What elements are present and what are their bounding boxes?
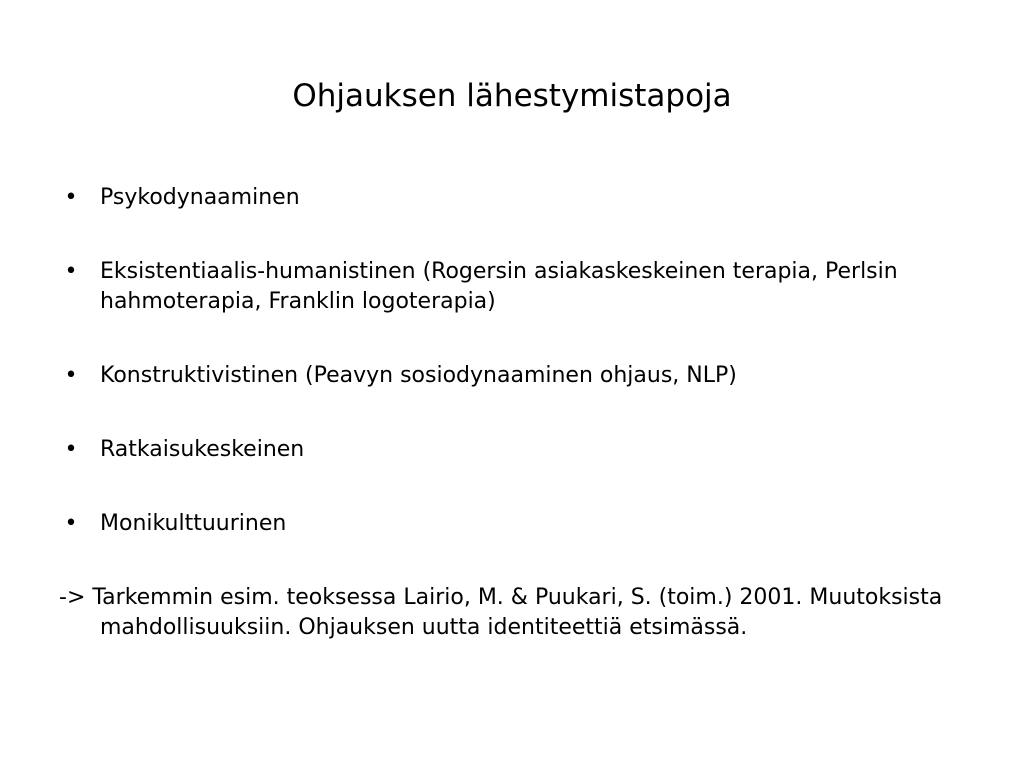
- bullet-text: Ratkaisukeskeinen: [100, 437, 305, 462]
- bullet-list: [59, 183, 979, 643]
- bullet-item-eksistentiaalis-humanistinen: [59, 257, 979, 317]
- bullet-icon: •: [64, 511, 78, 536]
- bullet-icon: •: [64, 185, 78, 210]
- bullet-item-konstruktivistinen: [59, 361, 979, 391]
- bullet-item-ratkaisukeskeinen: [59, 435, 979, 465]
- slide-title: Ohjauksen lähestymistapoja: [292, 78, 732, 114]
- bullet-text: Monikulttuurinen: [100, 511, 287, 536]
- reference-note: -> Tarkemmin esim. teoksessa Lairio, M. & Puukari, S. (toim.) 2001. Muutoksista mahdollisuuksiin. Ohjauksen uutta identiteettiä etsimässä.: [59, 585, 943, 640]
- bullet-item-monikulttuurinen: [59, 509, 979, 539]
- bullet-icon: •: [64, 363, 78, 388]
- bullet-icon: •: [64, 259, 78, 284]
- bullet-text: Konstruktivistinen (Peavyn sosiodynaaminen ohjaus, NLP): [100, 363, 737, 388]
- bullet-item-psykodynaaminen: [59, 183, 979, 213]
- bullet-icon: •: [64, 437, 78, 462]
- bullet-text: Psykodynaaminen: [100, 185, 300, 210]
- bullet-text: Eksistentiaalis-humanistinen (Rogersin asiakaskeskeinen terapia, Perlsin hahmoterapia, Franklin logoterapia): [100, 259, 898, 314]
